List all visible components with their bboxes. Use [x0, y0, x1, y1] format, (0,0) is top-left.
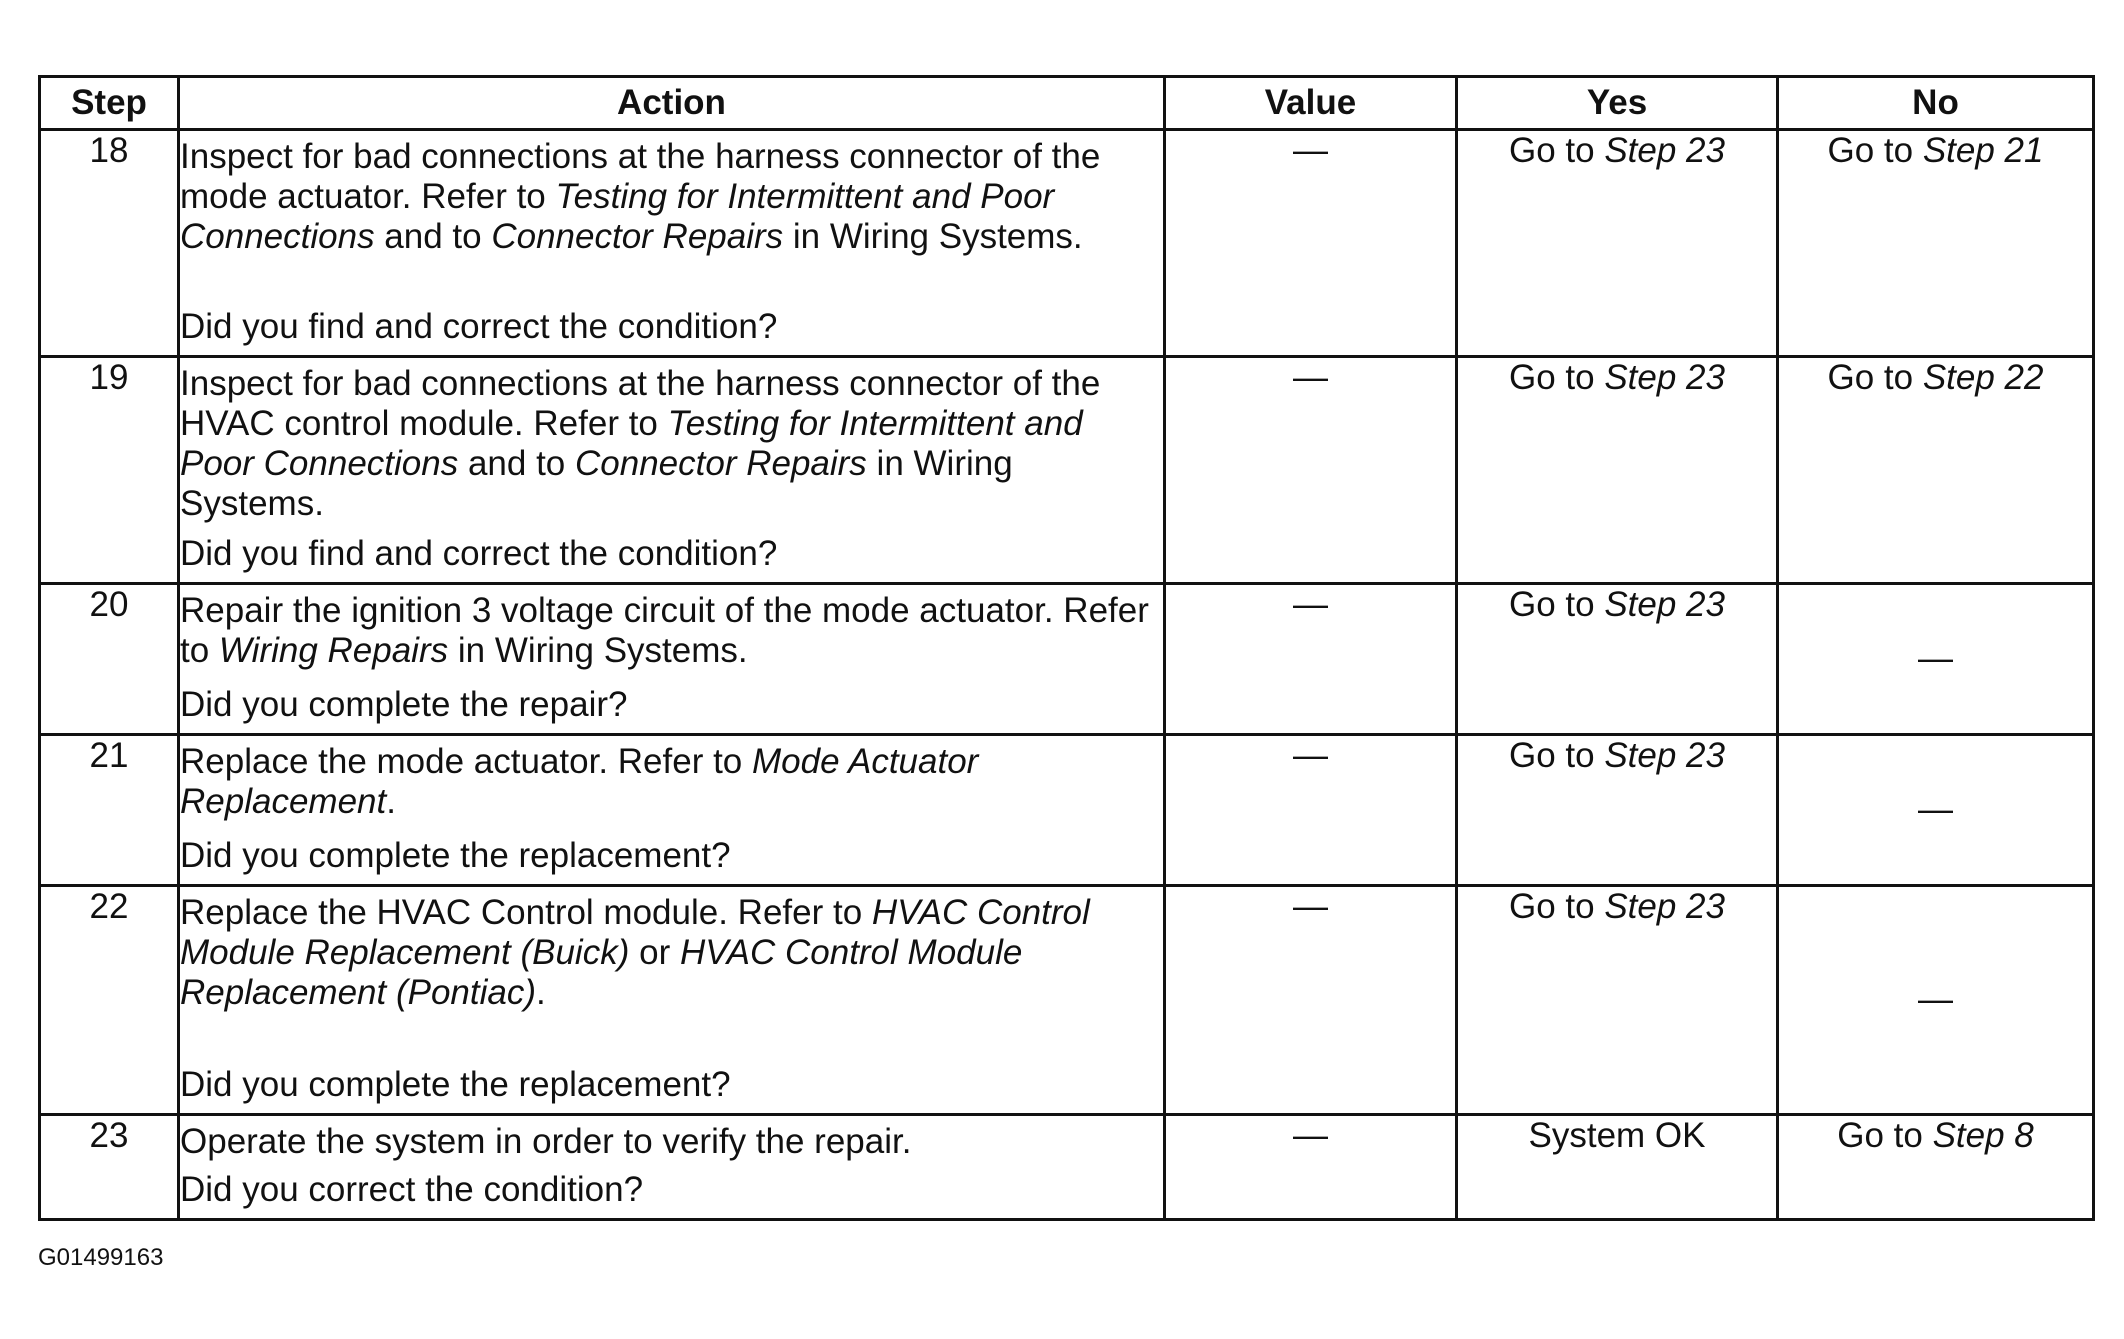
action-text-part: .: [536, 973, 546, 1012]
no-cell: —: [1778, 584, 2094, 735]
action-cell: [179, 357, 1165, 584]
yes-cell: System OK: [1457, 1115, 1778, 1220]
header-step: Step: [40, 77, 179, 130]
no-cell: —: [1778, 886, 2094, 1115]
table-row: [40, 584, 2094, 735]
action-text-part: in Wiring Systems.: [783, 217, 1083, 256]
step-number: 20: [40, 584, 179, 735]
action-cell: [179, 584, 1165, 735]
step-number: 23: [40, 1115, 179, 1220]
yes-cell: [1457, 886, 1778, 1115]
no-step-ref: Step 21: [1922, 131, 2044, 170]
value-cell: —: [1165, 584, 1457, 735]
action-reference: Connector Repairs: [575, 444, 867, 483]
action-question: Did you complete the replacement?: [180, 1065, 731, 1104]
no-prefix: Go to: [1837, 1116, 1933, 1155]
table-row: [40, 357, 2094, 584]
yes-step-ref: Step 23: [1604, 358, 1725, 397]
action-question: Did you correct the condition?: [180, 1170, 644, 1209]
value-cell: —: [1165, 1115, 1457, 1220]
action-cell: [179, 735, 1165, 886]
no-step-ref: Step 8: [1932, 1116, 2034, 1155]
no-cell: [1778, 357, 2094, 584]
no-cell: —: [1778, 735, 2094, 886]
action-text-part: or: [629, 933, 680, 972]
header-value: Value: [1165, 77, 1457, 130]
table-row: [40, 735, 2094, 886]
action-question: Did you find and correct the condition?: [180, 534, 778, 573]
no-step-ref: Step 22: [1922, 358, 2044, 397]
action-text: [180, 1122, 1163, 1162]
action-text: [180, 364, 1163, 524]
yes-step-ref: Step 23: [1604, 887, 1725, 926]
action-cell: [179, 130, 1165, 357]
yes-prefix: Go to: [1509, 887, 1605, 926]
no-prefix: Go to: [1827, 358, 1923, 397]
step-number: 19: [40, 357, 179, 584]
action-text-part: Operate the system in order to verify the repair.: [180, 1122, 912, 1161]
action-text-part: Repair the ignition 3 voltage circuit of the mode actuator. Refer to: [180, 591, 1149, 670]
action-text: [180, 742, 1163, 822]
no-cell: [1778, 130, 2094, 357]
action-reference: HVAC Control Module Replacement (Buick): [180, 893, 1090, 972]
action-text-part: Inspect for bad connections at the harness connector of the HVAC control module. Refer to: [180, 364, 1101, 443]
action-cell: [179, 886, 1165, 1115]
action-text: [180, 893, 1163, 1013]
action-text: [180, 591, 1163, 671]
action-text-part: Replace the HVAC Control module. Refer to: [180, 893, 872, 932]
action-reference: Testing for Intermittent and Poor Connections: [180, 177, 1055, 256]
yes-cell: [1457, 584, 1778, 735]
value-cell: —: [1165, 886, 1457, 1115]
no-prefix: Go to: [1827, 131, 1923, 170]
action-question: Did you complete the repair?: [180, 685, 628, 724]
step-number: 22: [40, 886, 179, 1115]
header-no: No: [1778, 77, 2094, 130]
yes-step-ref: Step 23: [1604, 131, 1725, 170]
action-text-part: Inspect for bad connections at the harness connector of the mode actuator. Refer to: [180, 137, 1101, 216]
action-text-part: and to: [458, 444, 575, 483]
yes-prefix: Go to: [1509, 358, 1605, 397]
action-text-part: and to: [374, 217, 492, 256]
action-text-part: .: [386, 782, 396, 821]
figure-id: G01499163: [38, 1244, 164, 1271]
action-reference: Testing for Intermittent and Poor Connections: [180, 404, 1083, 483]
yes-step-ref: Step 23: [1604, 736, 1725, 775]
table-row: [40, 886, 2094, 1115]
yes-cell: [1457, 357, 1778, 584]
action-reference: HVAC Control Module Replacement (Pontiac): [180, 933, 1023, 1012]
no-cell: [1778, 1115, 2094, 1220]
header-yes: Yes: [1457, 77, 1778, 130]
table-header-row: [40, 77, 2094, 130]
action-text-part: in Wiring Systems.: [448, 631, 748, 670]
yes-prefix: Go to: [1509, 585, 1605, 624]
yes-cell: [1457, 735, 1778, 886]
value-cell: —: [1165, 735, 1457, 886]
step-number: 21: [40, 735, 179, 886]
action-reference: Wiring Repairs: [218, 631, 449, 670]
value-cell: —: [1165, 130, 1457, 357]
header-action: Action: [179, 77, 1165, 130]
action-reference: Connector Repairs: [491, 217, 784, 256]
value-cell: —: [1165, 357, 1457, 584]
table-row: [40, 130, 2094, 357]
action-question: Did you complete the replacement?: [180, 836, 731, 875]
yes-cell: [1457, 130, 1778, 357]
action-reference: Mode Actuator Replacement: [180, 742, 979, 821]
yes-step-ref: Step 23: [1604, 585, 1725, 624]
action-text-part: Replace the mode actuator. Refer to: [180, 742, 752, 781]
table-row: [40, 1115, 2094, 1220]
action-cell: [179, 1115, 1165, 1220]
action-question: Did you find and correct the condition?: [180, 307, 778, 346]
diagnostic-table: [38, 75, 2095, 1221]
yes-prefix: Go to: [1509, 131, 1605, 170]
action-text: [180, 137, 1163, 257]
step-number: 18: [40, 130, 179, 357]
yes-prefix: Go to: [1509, 736, 1605, 775]
action-text-part: in Wiring Systems.: [180, 444, 1013, 523]
